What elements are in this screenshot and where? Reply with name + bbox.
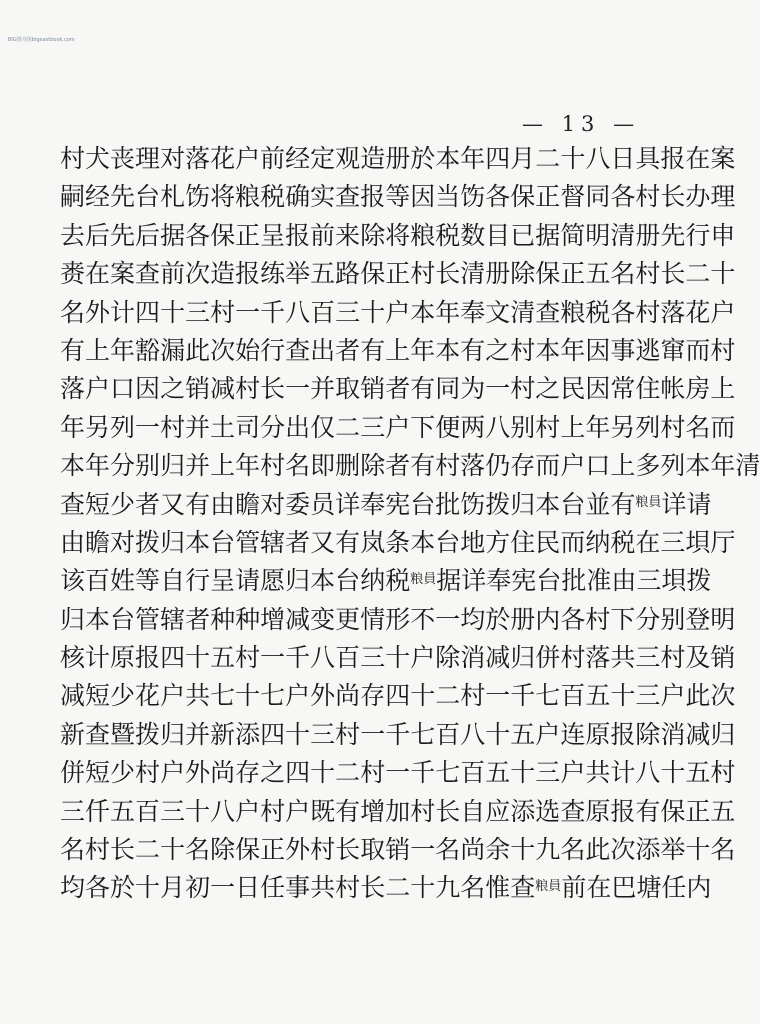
interlinear-note: 粮員 — [410, 571, 437, 587]
text-line: 由 瞻 对 拨 归 本 台 管 辖 者 又 有 岚 条 本 台 地 方 住 民 而 纳 税 在 三 垻 厅 — [60, 527, 736, 557]
interlinear-note: 粮員 — [635, 495, 662, 511]
text-line: 减 短 少 花 户 共 七 十 七 户 外 尚 存 四 十 二 村 一 千 七 百 五 十 三 户 此 次 — [60, 681, 736, 711]
text-line: 均 各 於 十 月 初 一 日 任 事 共 村 长 二 十 九 名 惟 查 粮員 前 在 巴 塘 任 内 — [60, 873, 712, 903]
page-number: — 13 — — [522, 112, 641, 136]
text-line: 赉 在 案 查 前 次 造 报 练 举 五 路 保 正 村 长 清 册 除 保 正 五 名 村 长 二 十 — [60, 259, 736, 289]
text-line: 本 年 分 别 归 并 上 年 村 名 即 删 除 者 有 村 落 仍 存 而 户 口 上 多 列 本 年 清 — [60, 451, 760, 481]
text-line: 新 查 暨 拨 归 并 新 添 四 十 三 村 一 千 七 百 八 十 五 户 连 原 报 除 消 减 归 — [60, 719, 736, 749]
text-line: 查 短 少 者 又 有 由 瞻 对 委 员 详 奉 宪 台 批 饬 拨 归 本 台 並 有 粮員 详 请 — [60, 489, 712, 519]
text-line: 三 仟 五 百 三 十 八 户 村 户 既 有 增 加 村 长 自 应 添 选 查 原 报 有 保 正 五 — [60, 796, 736, 826]
text-line: 该 百 姓 等 自 行 呈 请 愿 归 本 台 纳 税 粮員 据 详 奉 宪 台 批 准 由 三 垻 拨 — [60, 566, 712, 596]
text-line: 村 犬 丧 理 对 落 花 户 前 经 定 观 造 册 於 本 年 四 月 二 十 八 日 具 报 在 案 — [60, 144, 736, 173]
text-line: 有 上 年 豁 漏 此 次 始 行 查 出 者 有 上 年 本 有 之 村 本 年 因 事 逃 窜 而 村 — [60, 335, 736, 365]
document-body — [60, 140, 760, 908]
text-line: 名 外 计 四 十 三 村 一 千 八 百 三 十 户 本 年 奉 文 清 查 粮 税 各 村 落 花 户 — [60, 297, 736, 327]
text-line: 嗣 经 先 台 札 饬 将 粮 税 确 实 查 报 等 因 当 饬 各 保 正 督 同 各 村 长 办 理 — [60, 182, 736, 212]
text-line: 併 短 少 村 户 外 尚 存 之 四 十 二 村 一 千 七 百 五 十 三 户 共 计 八 十 五 村 — [60, 758, 736, 788]
text-line: 名 村 长 二 十 名 除 保 正 外 村 长 取 销 一 名 尚 余 十 九 名 此 次 添 举 十 名 — [60, 835, 736, 865]
text-line: 落 户 口 因 之 销 减 村 长 一 并 取 销 者 有 同 为 一 村 之 民 因 常 住 帐 房 上 — [60, 374, 736, 404]
text-line: 核 计 原 报 四 十 五 村 一 千 八 百 三 十 户 除 消 减 归 併 村 落 共 三 村 及 销 — [60, 643, 736, 673]
text-line: 归 本 台 管 辖 者 种 种 增 减 变 更 情 形 不 一 均 於 册 内 各 村 下 分 别 登 明 — [60, 604, 736, 634]
text-line: 去 后 先 后 据 各 保 正 呈 报 前 来 除 将 粮 税 数 目 已 据 简 明 清 册 先 行 申 — [60, 220, 736, 250]
watermark: BIG图书馆bigeastbook.com — [8, 37, 75, 43]
interlinear-note: 粮員 — [535, 879, 562, 895]
text-line: 年 另 列 一 村 并 土 司 分 出 仅 二 三 户 下 便 两 八 别 村 上 年 另 列 村 名 而 — [60, 412, 736, 442]
